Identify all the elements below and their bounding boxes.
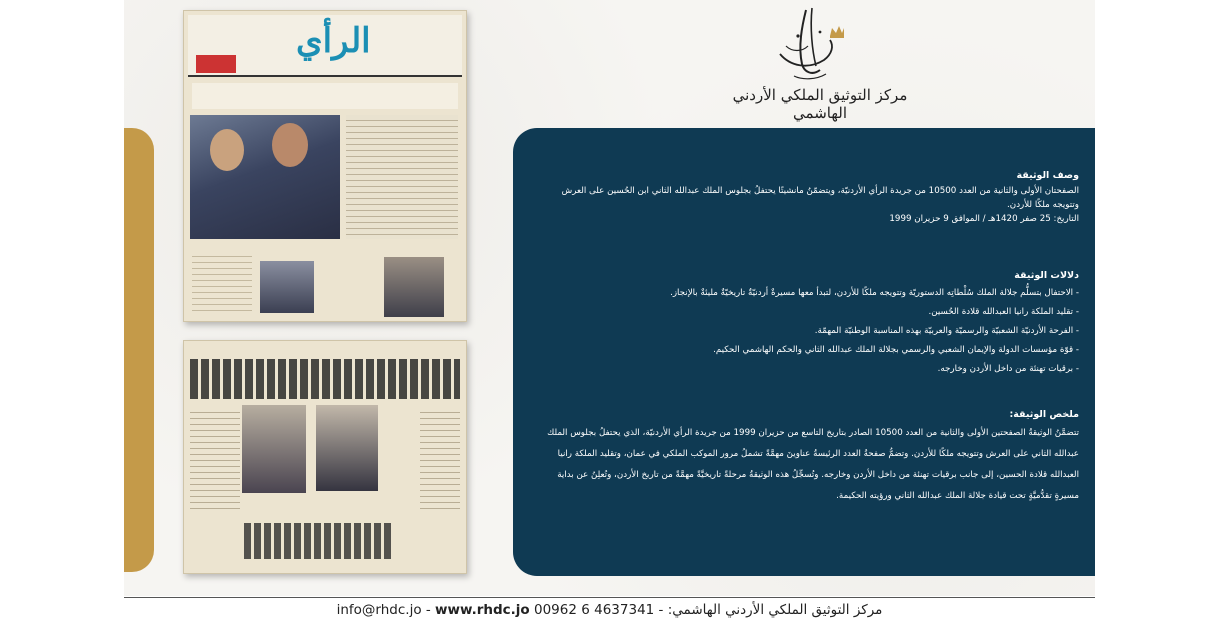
newspaper-clipping-second-page: [183, 340, 467, 574]
right-margin: [1095, 0, 1210, 642]
footer-divider: [124, 597, 1095, 598]
newspaper-headline: [192, 83, 458, 109]
list-item: - برقيات تهنئة من داخل الأردن وخارجه.: [937, 364, 1079, 374]
summary-title: ملخص الوثيقة:: [1009, 409, 1079, 420]
rhdc-calligraphy-logo: [772, 6, 844, 84]
list-item: - الاحتفال بتسلُّم جلالة الملك سُلْطاتِه الدستوريّة وتتويجه ملكًا للأردن، لتبدأ معها مسيرةٌ أردنيّةٌ تاريخيّةٌ مليئةٌ بالإنجاز.: [670, 288, 1079, 298]
newspaper-portrait-king: [316, 405, 378, 491]
description-text: الصفحتان الأولى والثانية من العدد 10500 من جريدة الرأي الأردنيّة، ويتضمّنُ مانشيتًا يحتفلُ بجلوس الملك عبدالله الثاني ابن الحُسين على العرش وتتويجه ملكًا للأردن.: [561, 186, 1079, 210]
list-item: - قوّة مؤسسات الدولة والإيمان الشعبي والرسمي بجلالة الملك عبدالله الثاني والحكم الهاشمي الحكيم.: [713, 345, 1079, 355]
crown-icon: [830, 26, 844, 38]
significance-title: دلالات الوثيقة: [1014, 270, 1079, 281]
significance-list: [535, 284, 1079, 379]
newspaper-headline: [190, 359, 460, 399]
newspaper-photo-small: [260, 261, 314, 313]
footer-website[interactable]: www.rhdc.jo: [435, 602, 530, 618]
list-item: - الفرحة الأردنيّة الشعبيّة والرسميّة والعربيّة بهذه المناسبة الوطنيّة المهمّة.: [814, 326, 1079, 336]
newspaper-text-block: [192, 251, 252, 311]
description-title: وصف الوثيقة: [1016, 170, 1079, 181]
newspaper-portrait-queen: [242, 405, 306, 493]
newspaper-text-column: [190, 407, 240, 513]
newspaper-royal-photo: [190, 115, 340, 239]
newspaper-masthead: [188, 15, 462, 77]
newspaper-logo: الرأي: [296, 21, 371, 61]
document-info-panel: [513, 128, 1095, 576]
footer-email[interactable]: info@rhdc.jo: [336, 602, 422, 618]
newspaper-photo-small: [384, 257, 444, 317]
newspaper-text-column: [420, 407, 460, 513]
footer-phone: 00962 6 4637341: [534, 602, 655, 618]
summary-text: تتضمَّنُ الوثيقةُ الصفحتين الأولى والثانية من العدد 10500 الصادر بتاريخ التاسع من حزيران 1999 من جريدة الرأي الأردنيّة، الذي يحتفلُ بجلوس الملك عبدالله الثاني على العرش وتتويجه ملكًا للأردن. وتضمُّ صفحةُ العدد الرئيسةُ عناوينَ مهمَّةً تشملُ مرور الموكب الملكي في عمان، وتقليد الملكة رانيا العبدالله قلادة الحسين، إلى جانب برقيات تهنئة من داخل الأردن وخارجه. وتُسجِّلُ هذه الوثيقةُ مرحلةً تاريخيَّةً مهمَّةً من تاريخ الأردن، وتُعلِنُ عن بداية مسيرةٍ تقدُّميَّةٍ تحت قيادة جلالة الملك عبدالله الثاني ورؤيته الحكيمة.: [547, 428, 1079, 501]
newspaper-clipping-front-page: [183, 10, 467, 322]
newspaper-badge: [196, 55, 236, 73]
footer-contact: info@rhdc.jo - www.rhdc.jo 00962 6 4637341 - مركز التوثيق الملكي الأردني الهاشمي:: [336, 602, 883, 618]
list-item: - تقليد الملكة رانيا العبدالله قلادة الحُسين.: [928, 307, 1079, 317]
newspaper-text-column: [346, 115, 458, 239]
newspaper-subheadline: [244, 523, 394, 559]
description-date: التاريخ: 25 صفر 1420هـ / الموافق 9 حزيران 1999: [889, 214, 1079, 224]
footer-org: مركز التوثيق الملكي الأردني الهاشمي:: [667, 602, 883, 618]
gold-side-tab: [124, 128, 154, 572]
organization-name: مركز التوثيق الملكي الأردني الهاشمي: [732, 86, 908, 122]
